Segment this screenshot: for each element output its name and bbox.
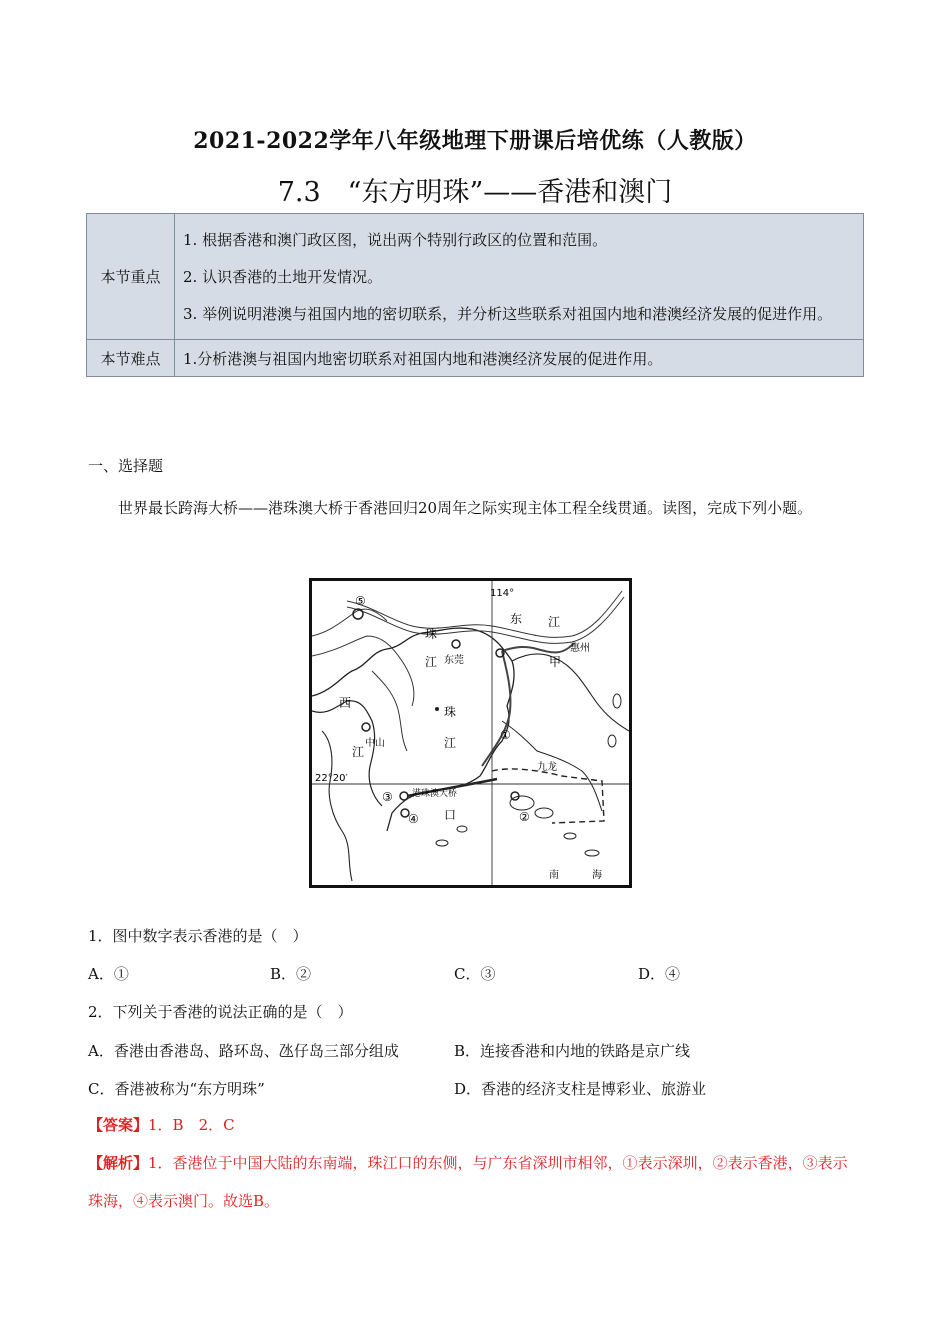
key-points-label: 本节重点 <box>87 214 175 340</box>
key-points-content <box>175 214 864 340</box>
key-points-table <box>86 213 864 377</box>
analysis-block <box>88 1144 858 1220</box>
longitude-label: 114° <box>490 588 515 599</box>
answer-label: 【答案】 <box>88 1116 149 1134</box>
key-point-item: 1. 根据香港和澳门政区图，说出两个特别行政区的位置和范围。 <box>183 231 608 249</box>
zhujiang-label-4: 江 <box>444 736 457 750</box>
xijiang-label-1: 西 <box>339 696 352 710</box>
zhujiang-label-2: 江 <box>425 655 438 669</box>
question-2-option-c[interactable]: C．香港被称为“东方明珠” <box>88 1080 265 1098</box>
question-1-stem: 1．图中数字表示香港的是（ ） <box>88 927 308 945</box>
kowloon-label: 九龙 <box>537 762 557 773</box>
answer-block <box>88 1106 858 1144</box>
question-1-option-d[interactable]: D．④ <box>638 965 681 983</box>
answer-text: 1．B 2．C <box>148 1116 235 1134</box>
lesson-title: 7.3 “东方明珠”——香港和澳门 <box>277 177 673 208</box>
bridge-label: 港珠澳大桥 <box>412 789 458 799</box>
marker-5: ⑤ <box>355 594 366 608</box>
question-1-option-c[interactable]: C．③ <box>454 965 496 983</box>
south-sea-label-2: 海 <box>592 870 602 881</box>
latitude-label: 22°20′ <box>315 773 348 784</box>
question-1-option-b[interactable]: B．② <box>270 965 312 983</box>
marker-4: ④ <box>408 812 419 826</box>
question-2-stem: 2．下列关于香港的说法正确的是（ ） <box>88 1003 353 1021</box>
analysis-label: 【解析】 <box>88 1154 149 1172</box>
estuary-label: 口 <box>444 808 457 822</box>
section-title: 一、选择题 <box>88 457 164 475</box>
marker-3: ③ <box>382 790 393 804</box>
huizhou-label: 惠州 <box>570 643 590 654</box>
question-intro: 世界最长跨海大桥——港珠澳大桥于香港回归20周年之际实现主体工程全线贯通。读图，完成下列小题。 <box>118 499 813 517</box>
difficult-points-content: 1.分析港澳与祖国内地密切联系对祖国内地和港澳经济发展的促进作用。 <box>175 340 864 377</box>
question-1-option-a[interactable]: A．① <box>88 965 129 983</box>
dongguan-label: 东莞 <box>444 655 464 666</box>
key-point-item: 3. 举例说明港澳与祖国内地的密切联系，并分析这些联系对祖国内地和港澳经济发展的促进作用。 <box>183 305 833 323</box>
zhongshan-label: 中山 <box>365 738 385 749</box>
dongjiang-label-1: 东 <box>510 612 523 626</box>
zhujiang-label-1: 珠 <box>425 627 438 641</box>
xijiang-label-2: 江 <box>352 745 365 759</box>
pearl-river-delta-map <box>309 578 632 888</box>
zhujiang-label-3: 珠 <box>444 705 457 719</box>
question-2-option-a[interactable]: A．香港由香港岛、路环岛、氹仔岛三部分组成 <box>88 1042 399 1060</box>
difficult-points-label: 本节难点 <box>87 340 175 377</box>
jia-label: 甲 <box>549 655 562 669</box>
question-2-option-b[interactable]: B．连接香港和内地的铁路是京广线 <box>454 1042 691 1060</box>
analysis-text: 1．香港位于中国大陆的东南端，珠江口的东侧，与广东省深圳市相邻，①表示深圳，②表示香港，③表示珠海，④表示澳门。故选B。 <box>88 1154 848 1210</box>
south-sea-label-1: 南 <box>549 870 559 881</box>
dongjiang-label-2: 江 <box>548 615 561 629</box>
document-title: 2021-2022学年八年级地理下册课后培优练（人教版） <box>193 128 757 154</box>
marker-2: ② <box>519 810 530 824</box>
marker-1: ① <box>500 728 511 742</box>
key-point-item: 2. 认识香港的土地开发情况。 <box>183 268 383 286</box>
question-2-option-d[interactable]: D．香港的经济支柱是博彩业、旅游业 <box>454 1080 707 1098</box>
